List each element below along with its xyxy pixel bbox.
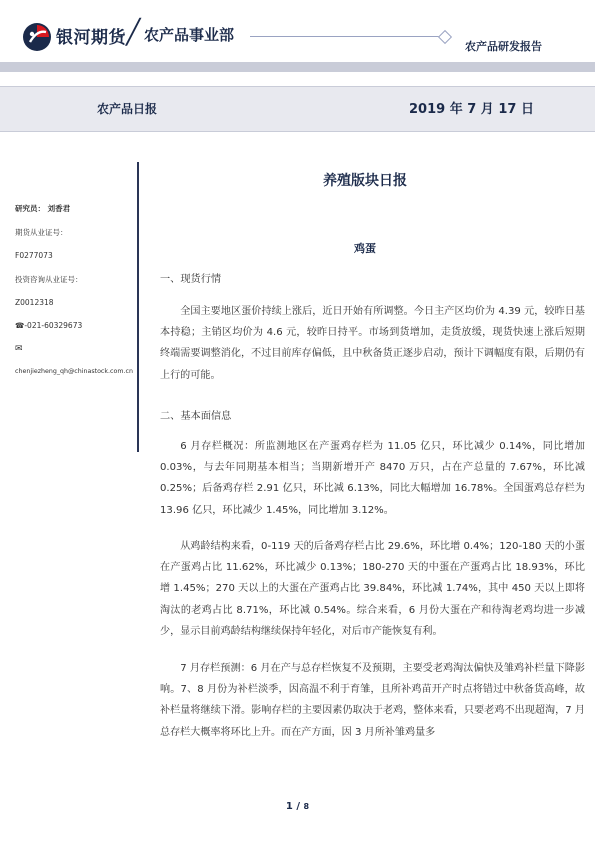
decorative-line (250, 36, 442, 37)
advisor-number: Z0012318 (15, 298, 54, 307)
heading-fundamentals: 二、基本面信息 (160, 411, 232, 422)
researcher-name: 研究员： 刘香君 (15, 204, 71, 213)
page-number (0, 801, 595, 812)
page-current: 1 (285, 801, 293, 812)
galaxy-logo-icon (22, 22, 52, 52)
mail-icon: ✉ (15, 344, 23, 354)
report-date: 2019 年 7 月 17 日 (409, 102, 534, 117)
brand-divider: ╱ (126, 18, 141, 46)
brand-name: 银河期货 (56, 28, 126, 48)
paragraph-june-stock: 6 月存栏概况：所监测地区在产蛋鸡存栏为 11.05 亿只，环比减少 0.14%，同比增加 0.03%，与去年同期基本相当；当期新增开产 8470 万只，占在产总量的 7.67%，环比减 0.25%；后备鸡存栏 2.91 亿只，环比减 6.13%，同比大幅增加 16.78%。全国蛋鸡总存栏为 13.96 亿只，环比减少 1.45%，同比增加 3.12%。 (160, 441, 585, 516)
section-title: 鸡蛋 (354, 242, 376, 255)
advisor-label: 投资咨询从业证号： (15, 275, 83, 284)
department-name: 农产品事业部 (144, 26, 235, 44)
page-separator: / (296, 801, 301, 812)
sidebar-divider (137, 162, 139, 452)
phone-number: ☎-021-60329673 (15, 321, 83, 330)
document-title: 养殖版块日报 (323, 173, 407, 189)
license-number: F0277073 (15, 251, 53, 260)
paragraph-spot-market: 全国主要地区蛋价持续上涨后，近日开始有所调整。今日主产区均价为 4.39 元，较昨日基本持稳；主销区均价为 4.6 元，较昨日持平。市场到货增加，走货放缓，现货快速上涨后短期终端需要调整消化，不过目前库存偏低，且中秋备货正逐步启动，预计下调幅度有限，后期仍有上行的可能。 (160, 306, 585, 381)
heading-spot-market: 一、现货行情 (160, 274, 222, 285)
paragraph-age-structure: 从鸡龄结构来看，0-119 天的后备鸡存栏占比 29.6%，环比增 0.4%；120-180 天的小蛋在产蛋鸡占比 11.62%，环比减少 0.13%；180-270 天的中蛋在产蛋鸡占比 18.93%，环比增 1.45%；270 天以上的大蛋在产蛋鸡占比 39.84%，环比减 1.74%，其中 450 天以上即将淘汰的老鸡占比 8.71%，环比减 0.54%。综合来看，6 月份大蛋在产和待淘老鸡均进一步减少，显示目前鸡龄结构继续保持年轻化，对后市产能恢复有利。 (160, 541, 585, 637)
paragraph-july-forecast: 7 月存栏预测：6 月在产与总存栏恢复不及预期，主要受老鸡淘汰偏快及雏鸡补栏量下降影响。7、8 月份为补栏淡季，因高温不利于育雏，且所补鸡苗开产时点将错过中秋备货高峰，故补栏量将继续下滑。影响存栏的主要因素仍取决于老鸡，整体来看，只要老鸡不出现超淘，7 月总存栏大概率将环比上升。而在产方面，因 3 月所补雏鸡量多 (160, 663, 585, 738)
license-label: 期货从业证号： (15, 228, 68, 237)
email-address[interactable]: chenjiezheng_qh@chinastock.com.cn (15, 368, 133, 375)
header-divider-band (0, 62, 595, 72)
report-type: 农产品研发报告 (465, 40, 542, 53)
page-total: 8 (303, 802, 310, 811)
daily-label: 农产品日报 (97, 102, 158, 116)
